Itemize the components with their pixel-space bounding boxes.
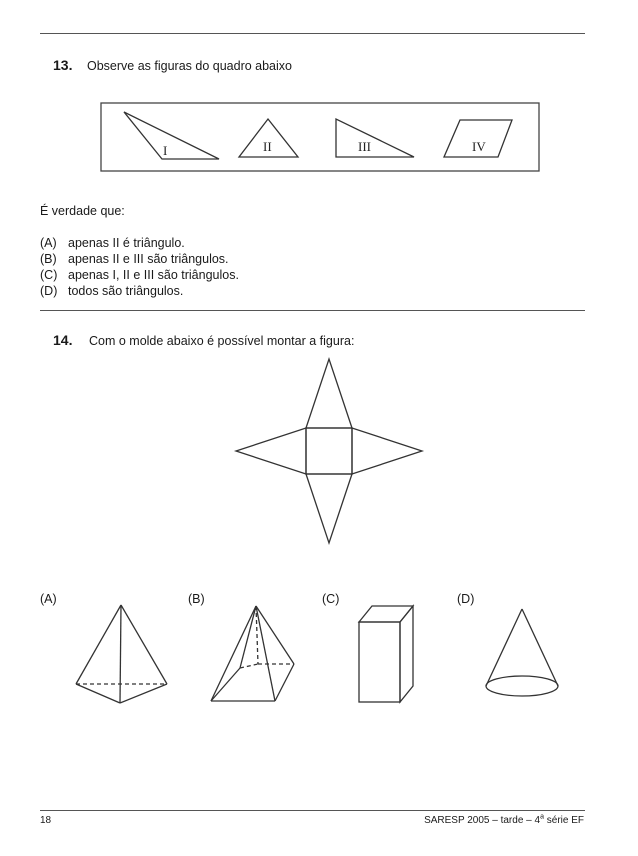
option-letter: (D) [40, 284, 58, 298]
footer-source-prefix: SARESP 2005 – tarde – 4 [424, 815, 541, 826]
option-text: apenas I, II e III são triângulos. [68, 268, 239, 282]
answer-d-label: (D) [457, 592, 475, 606]
answer-a-label: (A) [40, 592, 57, 606]
footer-rule [40, 810, 585, 811]
label-i: I [163, 143, 168, 158]
option-letter: (B) [40, 252, 57, 266]
question-13-number: 13. [53, 57, 73, 73]
option-text: apenas II é triângulo. [68, 236, 185, 250]
option-text: apenas II e III são triângulos. [68, 252, 229, 266]
option-text: todos são triângulos. [68, 284, 184, 298]
answer-b-label: (B) [188, 592, 205, 606]
answer-c-prism [359, 606, 413, 702]
answer-d-cone [486, 609, 558, 696]
label-iii: III [358, 139, 371, 154]
label-ii: II [263, 139, 272, 154]
answer-c-label: (C) [322, 592, 340, 606]
question-13-prompt: Observe as figuras do quadro abaixo [87, 59, 292, 73]
footer-source-suffix: série EF [543, 815, 584, 826]
page-number: 18 [40, 815, 52, 826]
question-14-number: 14. [53, 332, 73, 348]
answer-b-pyramid [211, 606, 294, 701]
question-13-lead: É verdade que: [40, 204, 125, 218]
option-letter: (C) [40, 268, 58, 282]
option-letter: (A) [40, 236, 57, 250]
label-iv: IV [472, 139, 486, 154]
answer-a-pyramid [76, 605, 167, 703]
footer-source [424, 815, 584, 826]
question-14-prompt: Com o molde abaixo é possível montar a figura: [89, 334, 355, 348]
footer-source-sup: a [540, 813, 544, 821]
